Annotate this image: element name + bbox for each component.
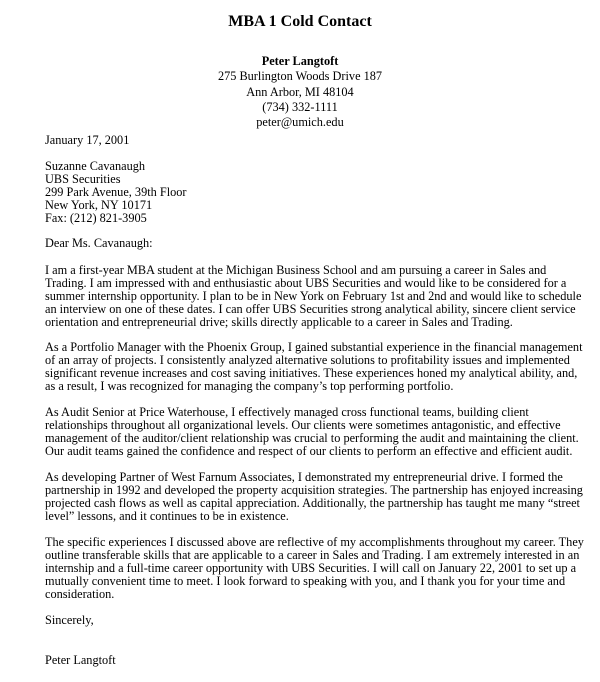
recipient-name: Suzanne Cavanaugh: [45, 159, 146, 173]
sender-address-block: [0, 54, 600, 130]
paragraph-line: As Audit Senior at Price Waterhouse, I effectively managed cross functional teams, building client: [45, 405, 529, 419]
signer-name: Peter Langtoft: [45, 653, 116, 667]
paragraph-line: Our audit teams gained the confidence and respect of our clients to perform an effective and efficient audit.: [45, 443, 573, 458]
salutation: Dear Ms. Cavanaugh:: [45, 236, 153, 250]
paragraph-line: As a Portfolio Manager with the Phoenix Group, I gained substantial experience in the financial management: [45, 340, 583, 354]
paragraph-line: The specific experiences I discussed above are reflective of my accomplishments throughout my career. They: [45, 535, 584, 549]
recipient-company: UBS Securities: [45, 172, 121, 187]
recipient-address-block: [45, 160, 565, 225]
paragraph-line: orientation and entrepreneurial drive; skills directly applicable to a career in Sales and Trading.: [45, 314, 513, 329]
paragraph-line: partnership in 1992 and developed the property acquisition strategies. The partnership has enjoyed increasing: [45, 482, 583, 497]
paragraph-line: significant revenue increases and cost saving initiatives. These experiences honed my analytical ability, and,: [45, 365, 578, 380]
paragraph-portfolio-manager: [45, 340, 583, 393]
sender-name: Peter Langtoft: [261, 54, 339, 68]
complimentary-close: Sincerely,: [45, 613, 94, 627]
paragraph-line: as a result, I was recognized for managing the company’s top performing portfolio.: [45, 378, 454, 393]
sender-email: peter@umich.edu: [256, 115, 344, 130]
paragraph-line: of an array of projects. I consistently analyzed alternative solutions to profitability issues and implemented: [45, 352, 570, 367]
paragraph-line: As developing Partner of West Farnum Associates, I demonstrated my entrepreneurial drive. I formed the: [45, 470, 563, 484]
sender-city: Ann Arbor, MI 48104: [246, 84, 354, 99]
paragraph-intro: [45, 263, 582, 329]
paragraph-partner: [45, 470, 583, 523]
paragraph-line: consideration.: [45, 586, 115, 601]
paragraph-line: an interview on one of these dates. I can offer UBS Securities strong analytical ability, sincere client service: [45, 301, 576, 316]
paragraph-line: I am a first-year MBA student at the Michigan Business School and am pursuing a career in Sales and: [45, 263, 547, 277]
paragraph-line: projected cash flows as well as capital appreciation. Additionally, the partnership has taught me many “street: [45, 495, 580, 510]
sender-street: 275 Burlington Woods Drive 187: [217, 69, 383, 84]
paragraph-line: outline transferable skills that are applicable to a career in Sales and Trading. I am extremely interested in an: [45, 547, 580, 562]
letter-date: January 17, 2001: [45, 133, 130, 147]
document-title: MBA 1 Cold Contact: [228, 13, 372, 30]
recipient-street: 299 Park Avenue, 39th Floor: [45, 185, 187, 200]
paragraph-line: relationships throughout all organizational levels. Our clients were sometimes antagonistic, and effective: [45, 417, 561, 432]
paragraph-closing-remarks: [45, 535, 584, 601]
paragraph-line: summer internship opportunity. I plan to be in New York on February 1st and 2nd and would like to schedule: [45, 288, 582, 303]
sender-phone: (734) 332-1111: [262, 99, 338, 114]
recipient-fax: Fax: (212) 821-3905: [45, 211, 147, 226]
paragraph-line: mutually convenient time to meet. I look forward to speaking with you, and I thank you for your time and: [45, 573, 566, 588]
recipient-city: New York, NY 10171: [45, 198, 153, 213]
paragraph-line: internship and a full-time career opportunity with UBS Securities. I will call on January 22, 2001 to set up a: [45, 560, 577, 575]
paragraph-line: management of the auditor/client relationship was crucial to performing the audit and maintaining the client.: [45, 430, 579, 445]
paragraph-line: Trading. I am impressed with and enthusiastic about UBS Securities and would like to be considered for a: [45, 275, 567, 290]
paragraph-audit-senior: [45, 405, 579, 458]
paragraph-line: level” lessons, and it continues to be in existence.: [45, 508, 289, 523]
